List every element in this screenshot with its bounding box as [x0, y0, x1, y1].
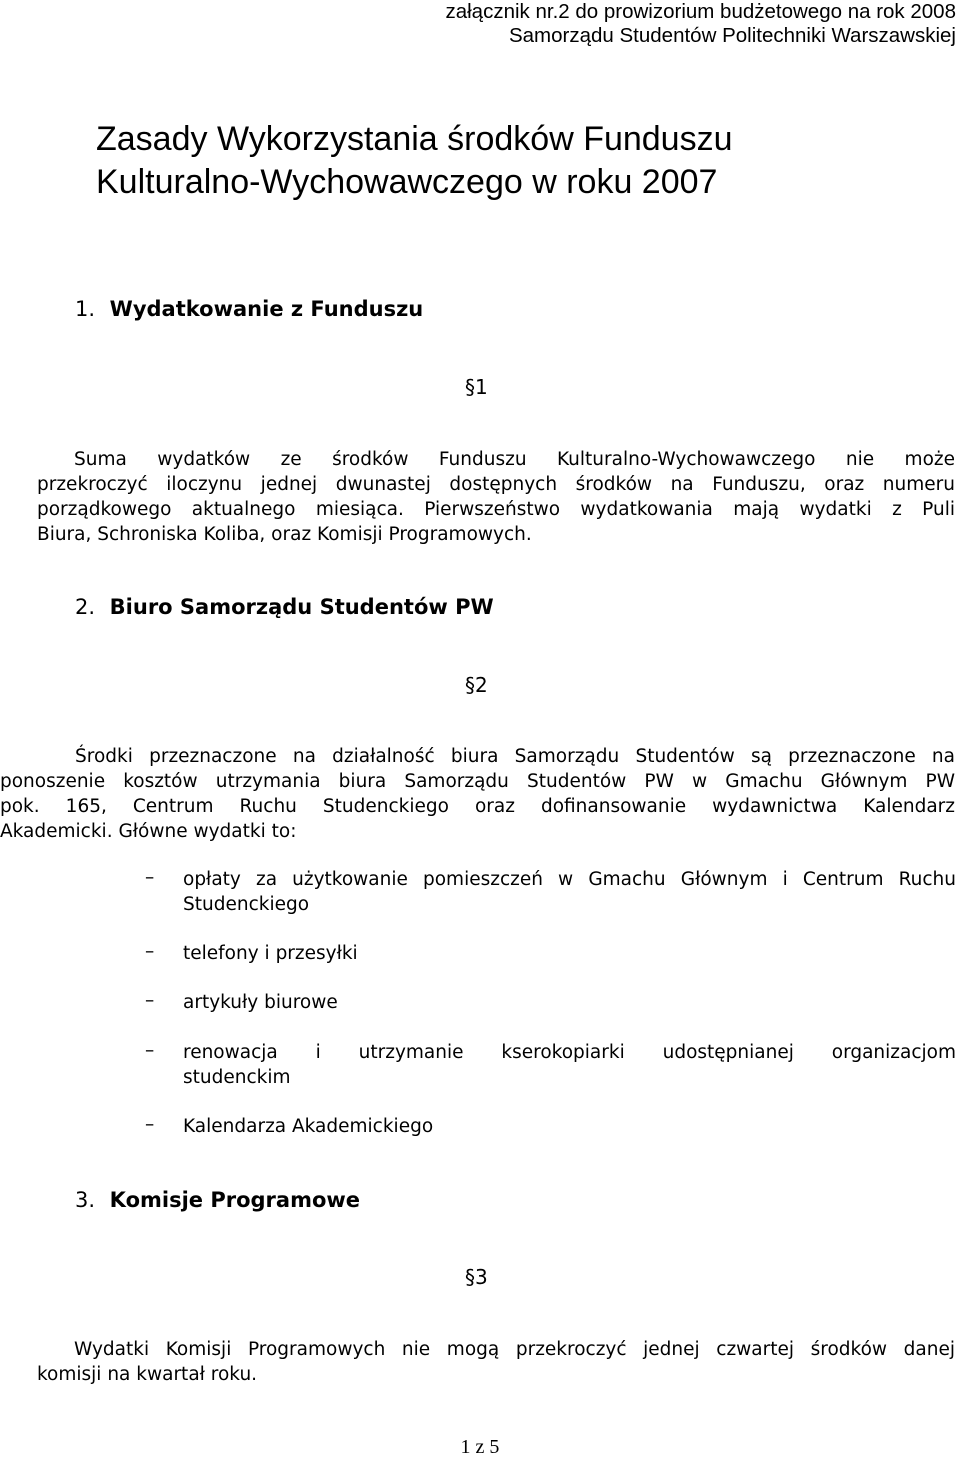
paragraph-line: komisji na kwartał roku.	[37, 1364, 258, 1385]
dash-marker: –	[145, 1114, 155, 1135]
paragraph-line: pok. 165, Centrum Ruchu Studenckiego oraz dofinansowanie wydawnictwa Kalendarz	[0, 796, 955, 817]
section-3-paragraph	[37, 1337, 955, 1387]
paragraph-line: Wydatki Komisji Programowych nie mogą przekroczyć jednej czwartej środków danej	[74, 1339, 955, 1360]
dash-marker: –	[145, 941, 155, 962]
section-2-title: Biuro Samorządu Studentów PW	[109, 595, 494, 619]
section-3-title: Komisje Programowe	[109, 1188, 361, 1212]
document-title-line-1: Zasady Wykorzystania środków Funduszu	[96, 120, 733, 158]
paragraph-line: porządkowego aktualnego miesiąca. Pierwszeństwo wydatkowania mają wydatki z Puli	[37, 499, 955, 520]
section-3-heading	[75, 1188, 360, 1212]
paragraph-line: Suma wydatków ze środków Funduszu Kulturalno-Wychowawczego nie może	[74, 449, 955, 470]
document-title-line-2: Kulturalno-Wychowawczego w roku 2007	[96, 163, 718, 201]
dash-marker: –	[145, 1040, 155, 1061]
dash-marker: –	[145, 867, 155, 888]
paragraph-sign-3: §3	[465, 1265, 488, 1289]
section-1-heading	[75, 297, 423, 321]
list-item-line: artykuły biurowe	[183, 992, 338, 1013]
paragraph-line: Środki przeznaczone na działalność biura Samorządu Studentów są przeznaczone na	[75, 746, 955, 767]
paragraph-sign-1: §1	[465, 375, 488, 399]
paragraph-line: ponoszenie kosztów utrzymania biura Samorządu Studentów PW w Gmachu Głównym PW	[0, 771, 955, 792]
section-2-heading	[75, 595, 494, 619]
paragraph-line: Biura, Schroniska Koliba, oraz Komisji Programowych.	[37, 524, 532, 545]
list-item-line: studenckim	[183, 1067, 291, 1088]
section-1-paragraph	[37, 447, 955, 547]
section-3-number: 3.	[75, 1188, 96, 1212]
page-number: 1 z 5	[460, 1436, 500, 1458]
list-item-line: Studenckiego	[183, 894, 310, 915]
section-1-title: Wydatkowanie z Funduszu	[109, 297, 424, 321]
section-1-number: 1.	[75, 297, 96, 321]
list-item-line: Kalendarza Akademickiego	[183, 1116, 434, 1137]
paragraph-line: Akademicki. Główne wydatki to:	[0, 821, 297, 842]
list-item-line: opłaty za użytkowanie pomieszczeń w Gmachu Głównym i Centrum Ruchu	[183, 869, 956, 890]
dash-marker: –	[145, 990, 155, 1011]
list-item-line: renowacja i utrzymanie kserokopiarki udostępnianej organizacjom	[183, 1042, 956, 1063]
header-line-2: Samorządu Studentów Politechniki Warszawskiej	[508, 24, 956, 47]
section-2-number: 2.	[75, 595, 96, 619]
header-line-1: załącznik nr.2 do prowizorium budżetowego na rok 2008	[445, 0, 956, 23]
list-item-line: telefony i przesyłki	[183, 943, 358, 964]
paragraph-line: przekroczyć iloczynu jednej dwunastej dostępnych środków na Funduszu, oraz numeru	[37, 474, 955, 495]
section-2-paragraph	[0, 744, 955, 844]
paragraph-sign-2: §2	[465, 673, 488, 697]
